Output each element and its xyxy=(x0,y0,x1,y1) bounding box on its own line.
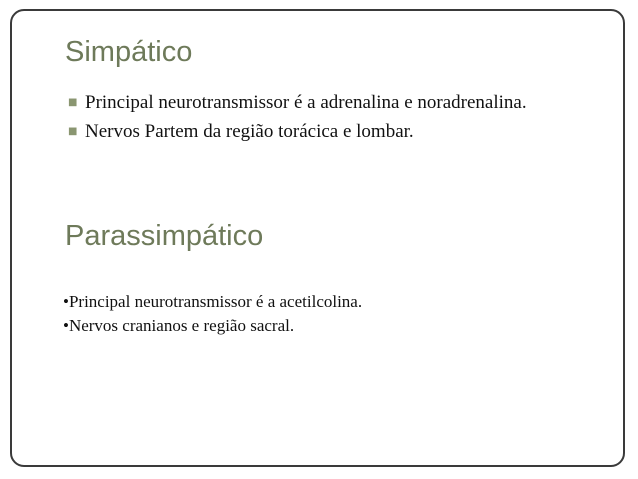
bullet-text: Nervos Partem da região torácica e lombar. xyxy=(85,121,414,142)
section-title-parassimpatico: Parassimpático xyxy=(65,220,264,252)
bullet-text: Principal neurotransmissor é a adrenalina e noradrenalina. xyxy=(85,92,527,113)
square-bullet-icon: ■ xyxy=(68,97,78,108)
square-bullet-icon: ■ xyxy=(68,126,78,137)
parassimpatico-list xyxy=(63,290,362,338)
list-item xyxy=(68,89,538,116)
list-item: •Principal neurotransmissor é a acetilcolina. xyxy=(63,292,363,311)
list-item: •Nervos cranianos e região sacral. xyxy=(63,316,295,335)
simpatico-bullet-list xyxy=(68,89,538,147)
list-item xyxy=(68,118,538,145)
section-title-simpatico: Simpático xyxy=(65,36,193,68)
